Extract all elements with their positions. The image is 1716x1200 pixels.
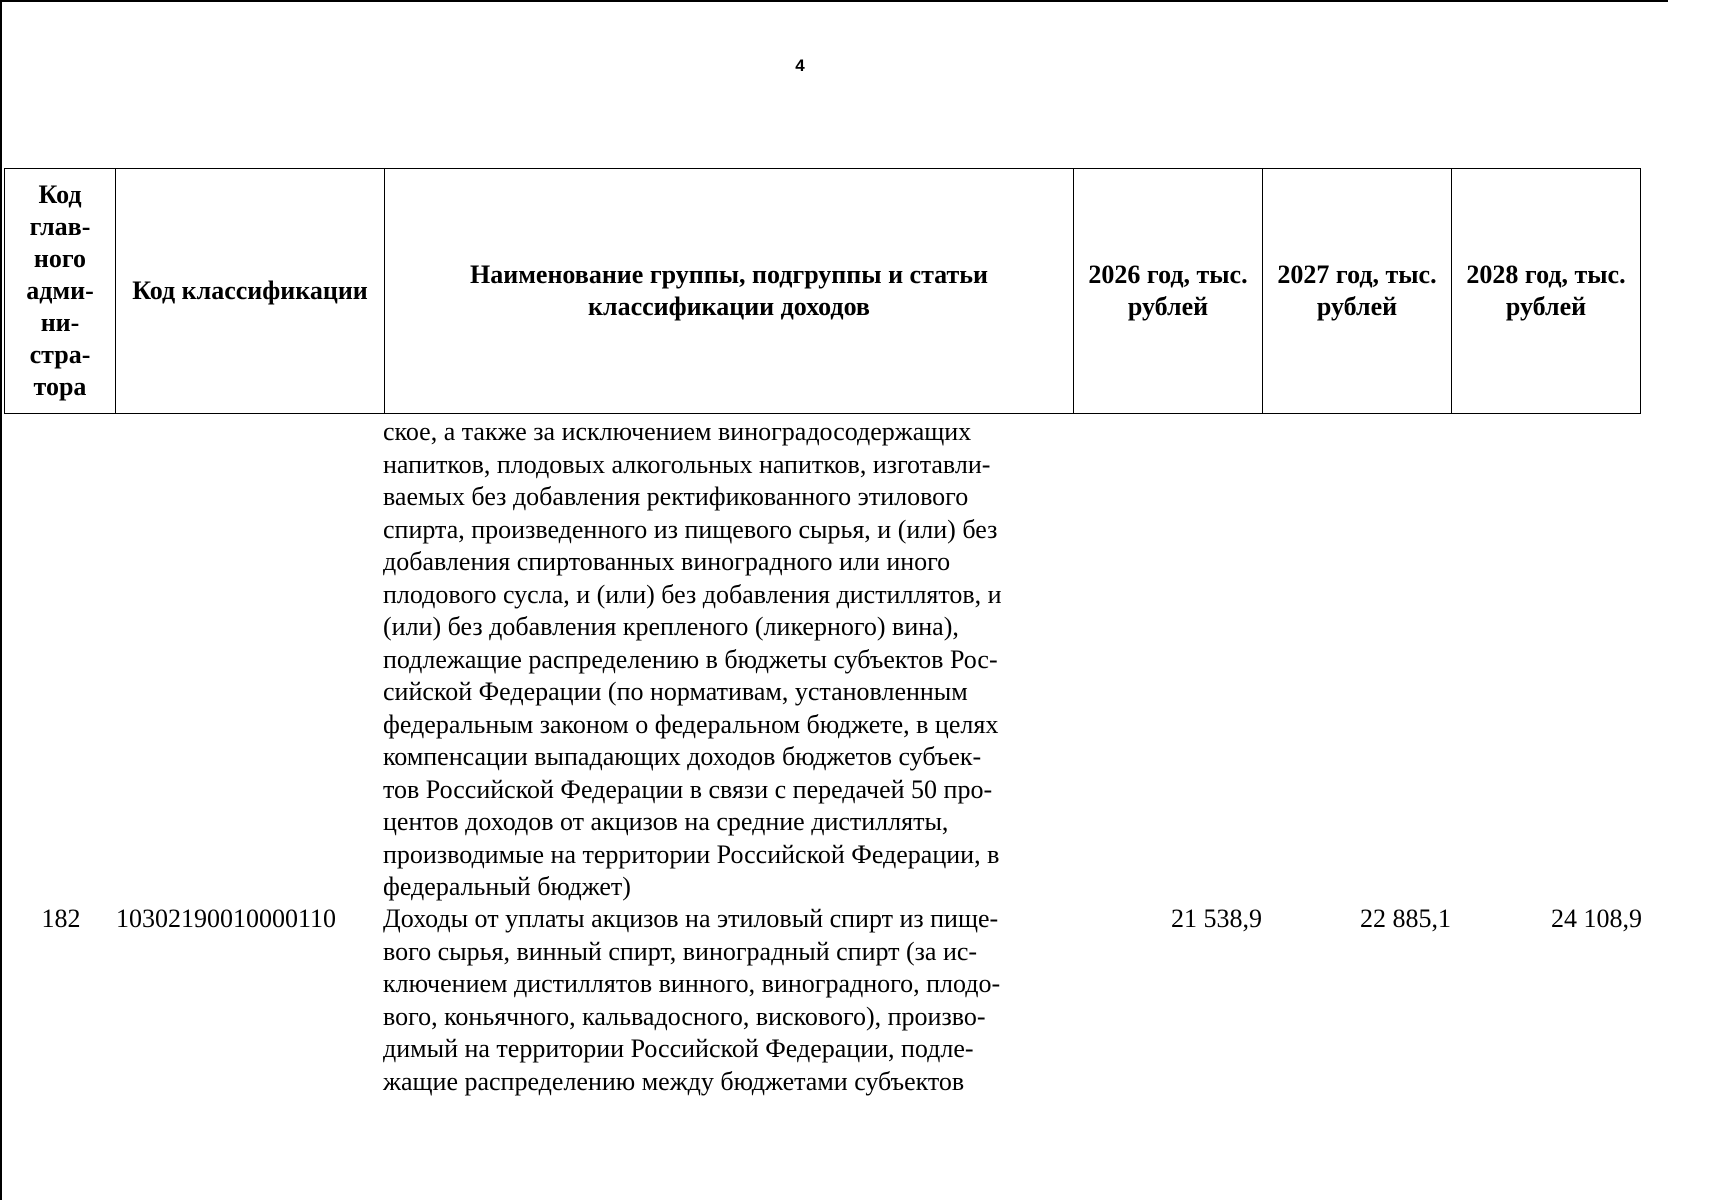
top-border-line (0, 0, 1668, 2)
table-header (4, 168, 1641, 414)
header-year-2026: 2026 год, тыс. рублей (1074, 169, 1263, 414)
continuation-description: ское, а также за исключением виноградосодержащих напитков, плодовых алкогольных напитков, изготавли- ваемых без добавления ректификованного этилового спирта, произведенного из пищевого сырья, и (или) без добавления спиртованных виноградного или иного плодового сусла, и (или) без добавления дистиллятов, и (или) без добавления крепленого (ликерного) вина), подлежащие распределению в бюджеты субъектов Рос- сийской Федерации (по нормативам, установленным федеральным законом о федеральном бюджете, в целях компенсации выпадающих доходов бюджетов субъек- тов Российской Федерации в связи с передачей 50 про- центов доходов от акцизов на средние дистилляты, производимые на территории Российской Федерации, в федеральный бюджет) (383, 417, 1002, 901)
header-row (5, 169, 1641, 414)
row-value-2027: 22 885,1 (1360, 904, 1451, 933)
row-value-2028: 24 108,9 (1551, 904, 1642, 933)
header-name: Наименование группы, подгруппы и статьи классификации доходов (385, 169, 1074, 414)
page-number: 4 (795, 56, 805, 75)
header-classification-code: Код классификации (116, 169, 385, 414)
row-description: Доходы от уплаты акцизов на этиловый спирт из пище- вого сырья, винный спирт, виноградный спирт (за ис- ключением дистиллятов винного, виноградного, плодо- вого, коньячного, кальвадосного, вискового), произво- димый на территории Российской Федерации, подле- жащие распределению между бюджетами субъектов (383, 904, 1001, 1096)
header-year-2027: 2027 год, тыс. рублей (1263, 169, 1452, 414)
row-admin-code: 182 (41, 904, 81, 933)
header-year-2028: 2028 год, тыс. рублей (1452, 169, 1641, 414)
row-value-2026: 21 538,9 (1171, 904, 1262, 933)
left-border-line (0, 0, 2, 1200)
header-admin-code: Код глав- ного адми- ни- стра- тора (5, 169, 116, 414)
row-classification-code: 10302190010000110 (116, 904, 337, 933)
